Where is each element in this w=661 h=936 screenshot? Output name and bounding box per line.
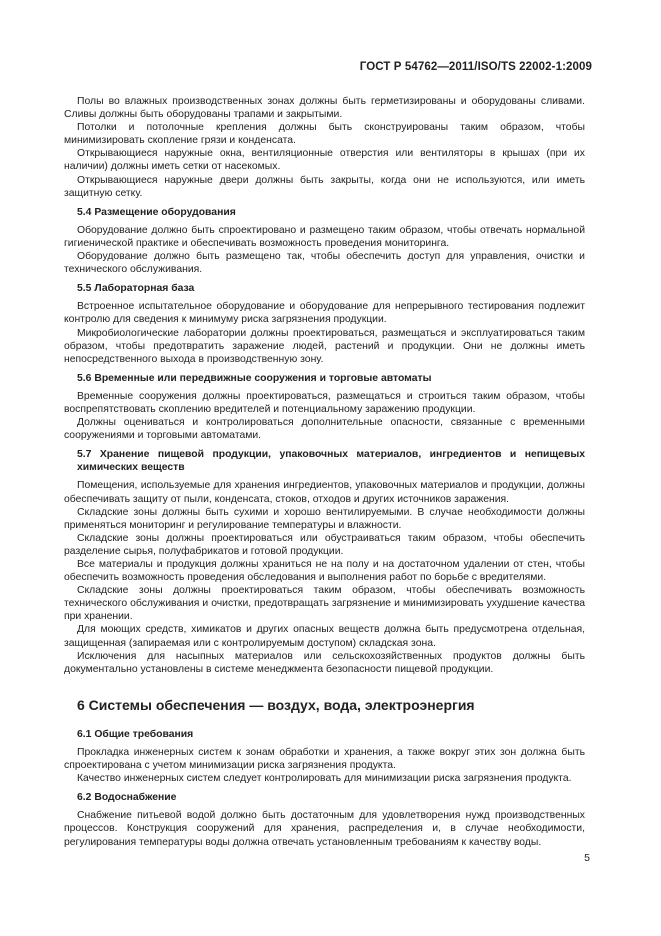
section-heading-5-7: 5.7 Хранение пищевой продукции, упаковочных материалов, ингредиентов и непищевых химических веществ <box>77 449 585 474</box>
paragraph: Должны оцениваться и контролироваться дополнительные опасности, связанные с временными сооружениями и торговыми автоматами. <box>64 417 585 442</box>
document-header: ГОСТ Р 54762—2011/ISO/TS 22002-1:2009 <box>359 61 592 73</box>
paragraph: Оборудование должно быть спроектировано и размещено таким образом, чтобы отвечать нормальной гигиенической практике и обеспечивать возможность проведения мониторинга. <box>64 224 585 249</box>
paragraph: Складские зоны должны проектироваться или обустраиваться таким образом, чтобы обеспечить разделение сырья, полуфабрикатов и готовой продукции. <box>64 532 585 557</box>
page-content <box>64 95 585 849</box>
paragraph: Встроенное испытательное оборудование и оборудование для непрерывного тестирования подлежит контролю для сведения к минимуму риска загрязнения продукции. <box>64 301 585 326</box>
paragraph: Исключения для насыпных материалов или сельскохозяйственных продуктов должны быть документально установлены в системе менеджмента безопасности пищевой продукции. <box>64 650 585 675</box>
page-number: 5 <box>584 852 590 864</box>
paragraph: Помещения, используемые для хранения ингредиентов, упаковочных материалов и продукции, должны обеспечивать защиту от пыли, конденсата, стоков, отходов и других источников заражения. <box>64 480 585 505</box>
section-heading-5-4: 5.4 Размещение оборудования <box>77 206 236 218</box>
paragraph: Оборудование должно быть размещено так, чтобы обеспечить доступ для управления, очистки и технического обслуживания. <box>64 251 585 276</box>
paragraph: Потолки и потолочные крепления должны быть сконструированы таким образом, чтобы минимизировать скопление грязи и конденсата. <box>64 122 585 147</box>
section-heading-6-2: 6.2 Водоснабжение <box>77 792 177 804</box>
paragraph: Все материалы и продукция должны храниться не на полу и на достаточном удалении от стен, чтобы обеспечить возможность проведения обследования и выполнения работ по борьбе с вредителями. <box>64 559 585 584</box>
paragraph: Складские зоны должны быть сухими и хорошо вентилируемыми. В случае необходимости должны применяться мониторинг и регулирование температуры и влажности. <box>64 506 585 531</box>
paragraph: Открывающиеся наружные окна, вентиляционные отверстия или вентиляторы в крышах (при их наличии) должны иметь сетки от насекомых. <box>64 148 585 173</box>
paragraph: Прокладка инженерных систем к зонам обработки и хранения, а также вокруг этих зон должна быть спроектирована с учетом минимизации риска загрязнения продукта. <box>64 746 585 772</box>
paragraph: Для моющих средств, химикатов и других опасных веществ должна быть предусмотрена отдельная, защищенная (запираемая или с контролируемым доступом) складская зона. <box>64 624 585 649</box>
paragraph: Снабжение питьевой водой должно быть достаточным для удовлетворения нужд производственных процессов. Конструкция сооружений для хранения, распределения и, в случае необходимости, регулирования температуры воды должна отвечать установленным требованиям к качеству воды. <box>64 810 585 848</box>
chapter-heading-6: 6 Системы обеспечения — воздух, вода, электроэнергия <box>77 696 475 713</box>
paragraph: Временные сооружения должны проектироваться, размещаться и строиться таким образом, чтобы воспрепятствовать скоплению вредителей и потенциальному заражению продукции. <box>64 390 585 415</box>
paragraph: Качество инженерных систем следует контролировать для минимизации риска загрязнения продукта. <box>77 773 572 785</box>
paragraph: Микробиологические лаборатории должны проектироваться, размещаться и эксплуатироваться таким образом, чтобы предотвратить заражение людей, растений и продукции. Они не должны иметь непосредственного выхода в производственную зону. <box>64 327 585 365</box>
paragraph: Полы во влажных производственных зонах должны быть герметизированы и оборудованы сливами. Сливы должны быть оборудованы трапами и закрытыми. <box>64 96 585 121</box>
paragraph: Складские зоны должны проектироваться таким образом, чтобы обеспечивать возможность технического обслуживания и очистки, предотвращать загрязнение и минимизировать ухудшение качества при хранении. <box>64 585 585 623</box>
section-heading-6-1: 6.1 Общие требования <box>77 728 194 740</box>
section-heading-5-5: 5.5 Лабораторная база <box>77 283 195 295</box>
section-heading-5-6: 5.6 Временные или передвижные сооружения и торговые автоматы <box>77 372 432 384</box>
paragraph: Открывающиеся наружные двери должны быть закрыты, когда они не используются, или иметь защитную сетку. <box>64 174 585 199</box>
